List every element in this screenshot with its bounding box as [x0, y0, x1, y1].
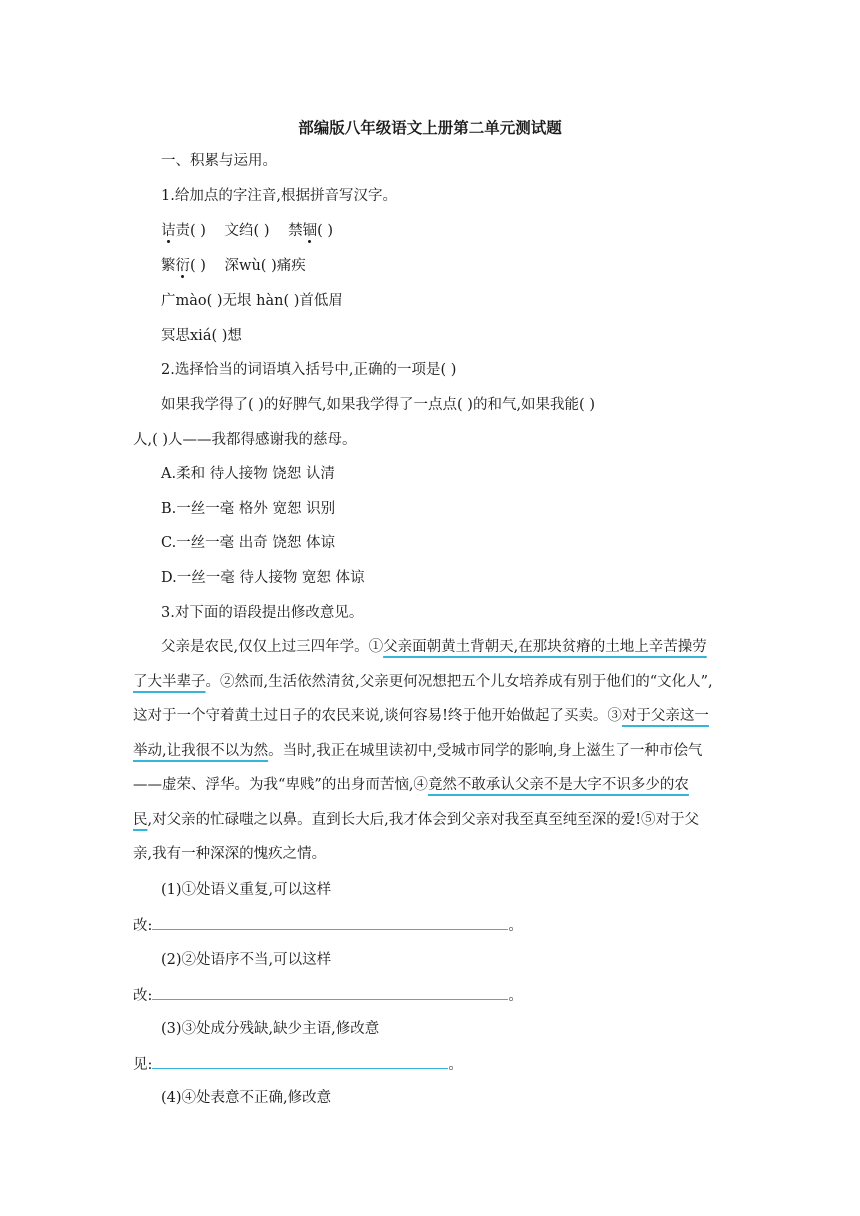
underlined-sentence: 对于父亲这一 [621, 708, 709, 724]
answer-line-2: 改: 。 [133, 985, 523, 1006]
dotted-char: 衍 [175, 258, 190, 274]
subquestion-3: (3)③处成分残缺,缺少主语,修改意 [161, 1021, 380, 1037]
underlined-sentence: 竟然不敢承认父亲不是大字不识多少的农 [427, 777, 689, 793]
answer-blank[interactable] [152, 1054, 448, 1069]
answer-blank[interactable] [152, 985, 508, 1000]
option-d: D.一丝一毫 待人接物 宽恕 体谅 [161, 570, 365, 586]
option-b: B.一丝一毫 格外 宽恕 识别 [161, 501, 336, 517]
dotted-char: 诘 [161, 223, 176, 239]
section-heading: 一、积累与运用。 [161, 153, 277, 169]
underlined-sentence: 了大半辈子 [133, 674, 206, 690]
answer-blank[interactable] [152, 915, 508, 930]
subquestion-4: (4)④处表意不正确,修改意 [161, 1090, 332, 1106]
question-1-row-4: 冥思xiá( )想 [161, 328, 242, 344]
question-3-stem: 3.对下面的语段提出修改意见。 [161, 605, 364, 621]
passage-line: 了大半辈子。②然而,生活依然清贫,父亲更何况想把五个儿女培养成有别于他们的“文化人”, [133, 674, 713, 690]
underlined-sentence: 民 [133, 812, 148, 828]
question-1-row-3: 广mào( )无垠 hàn( )首低眉 [161, 293, 343, 309]
dotted-char: 锢 [302, 223, 318, 239]
passage-line: 父亲是农民,仅仅上过三四年学。①父亲面朝黄土背朝天,在那块贫瘠的土地上辛苦操劳 [161, 639, 707, 655]
option-c: C.一丝一毫 出奇 饶恕 体谅 [161, 535, 336, 551]
passage-line: 这对于一个守着黄土过日子的农民来说,谈何容易!终于他开始做起了买卖。③对于父亲这一 [133, 708, 709, 724]
question-1-stem: 1.给加点的字注音,根据拼音写汉字。 [161, 188, 397, 204]
question-2-paragraph-line-1: 如果我学得了( )的好脾气,如果我学得了一点点( )的和气,如果我能( ) [161, 397, 595, 413]
subquestion-1: (1)①处语义重复,可以这样 [161, 882, 332, 898]
underlined-sentence: 举动,让我很不以为然 [133, 743, 269, 759]
page-title: 部编版八年级语文上册第二单元测试题 [298, 118, 562, 137]
underlined-sentence: 父亲面朝黄土背朝天,在那块贫瘠的土地上辛苦操劳 [383, 639, 707, 655]
question-1-row-1: 诘责( ) 文绉( ) 禁锢( ) [161, 223, 334, 239]
question-2-stem: 2.选择恰当的词语填入括号中,正确的一项是( ) [161, 362, 457, 378]
option-a: A.柔和 待人接物 饶恕 认清 [161, 466, 335, 482]
passage-line: 民,对父亲的忙碌嗤之以鼻。直到长大后,我才体会到父亲对我至真至纯至深的爱!⑤对于父 [133, 812, 700, 828]
passage-line: ——虚荣、浮华。为我“卑贱”的出身而苦恼,④竟然不敢承认父亲不是大字不识多少的农 [133, 777, 689, 793]
question-1-row-2: 繁衍( ) 深wù( )痛疾 [161, 258, 306, 274]
passage-line: 亲,我有一种深深的愧疚之情。 [133, 846, 327, 862]
question-2-paragraph-line-2: 人,( )人——我都得感谢我的慈母。 [133, 432, 357, 448]
subquestion-2: (2)②处语序不当,可以这样 [161, 952, 332, 968]
passage-line: 举动,让我很不以为然。当时,我正在城里读初中,受城市同学的影响,身上滋生了一种市侩气 [133, 743, 703, 759]
answer-line-1: 改: 。 [133, 915, 523, 936]
answer-line-3: 见: 。 [133, 1054, 463, 1075]
